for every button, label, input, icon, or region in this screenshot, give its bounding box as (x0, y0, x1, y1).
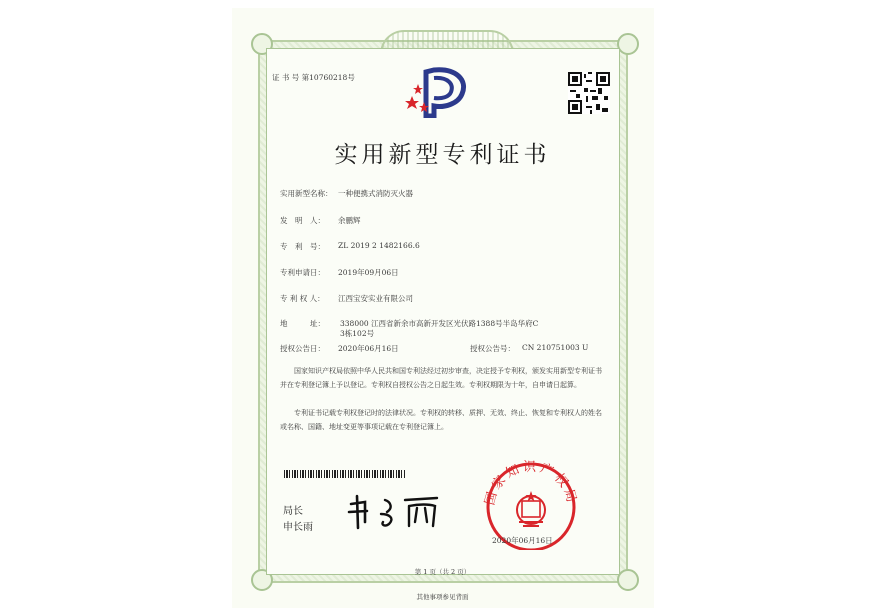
seal-date: 2020年06月16日 (492, 536, 553, 545)
signatory-title: 局长 (283, 506, 303, 517)
field-value: 2019年09月06日 (338, 268, 399, 277)
svg-text:国家知识产权局: 国家知识产权局 (482, 460, 580, 507)
announcement-number-label: 授权公告号： (470, 344, 515, 353)
footer-note: 其他事项参见背面 (416, 593, 469, 601)
barcode-icon (284, 470, 406, 478)
field-label: 地 址： (280, 319, 325, 328)
announcement-date-value: 2020年06月16日 (338, 344, 399, 353)
field-label: 专利申请日： (280, 268, 325, 277)
announcement-date-label: 授权公告日： (280, 344, 325, 353)
field-value: ZL 2019 2 1482166.6 (338, 241, 420, 250)
page-number: 第 1 页（共 2 页） (414, 568, 471, 576)
patent-office-logo-icon (404, 66, 470, 118)
field-value-continued: 3栋102号 (340, 329, 375, 338)
legal-status-note: 专利证书记载专利权登记时的法律状况。专利权的转移、质押、无效、终止、恢复和专利权人的姓名或名称、国籍、地址变更等事项记载在专利登记簿上。 (280, 409, 602, 431)
field-value: 一种便携式消防灭火器 (338, 189, 413, 198)
certificate-number: 证 书 号 第10760218号 (272, 73, 355, 82)
announcement-number-value: CN 210751003 U (522, 343, 589, 352)
corner-ornament (617, 33, 639, 55)
grant-statement: 国家知识产权局依照中华人民共和国专利法经过初步审查，决定授予专利权，颁发实用新型专利证书并在专利登记簿上予以登记。专利权自授权公告之日起生效。专利权期限为十年，自申请日起算。 (280, 367, 602, 389)
certificate-title: 实用新型专利证书 (334, 142, 551, 168)
field-value: 338000 江西省新余市高新开发区光伏路1388号半岛华府C (340, 319, 539, 328)
field-value: 余鹏辉 (338, 216, 361, 225)
signatory-name: 申长雨 (283, 522, 313, 533)
field-label: 发 明 人： (280, 216, 325, 225)
field-label: 实用新型名称： (280, 189, 333, 198)
field-label: 专 利 号： (280, 242, 325, 251)
field-value: 江西宝安实业有限公司 (338, 294, 413, 303)
handwritten-signature (345, 492, 445, 532)
qr-code-icon (568, 72, 610, 114)
field-label: 专 利 权 人： (280, 294, 325, 303)
